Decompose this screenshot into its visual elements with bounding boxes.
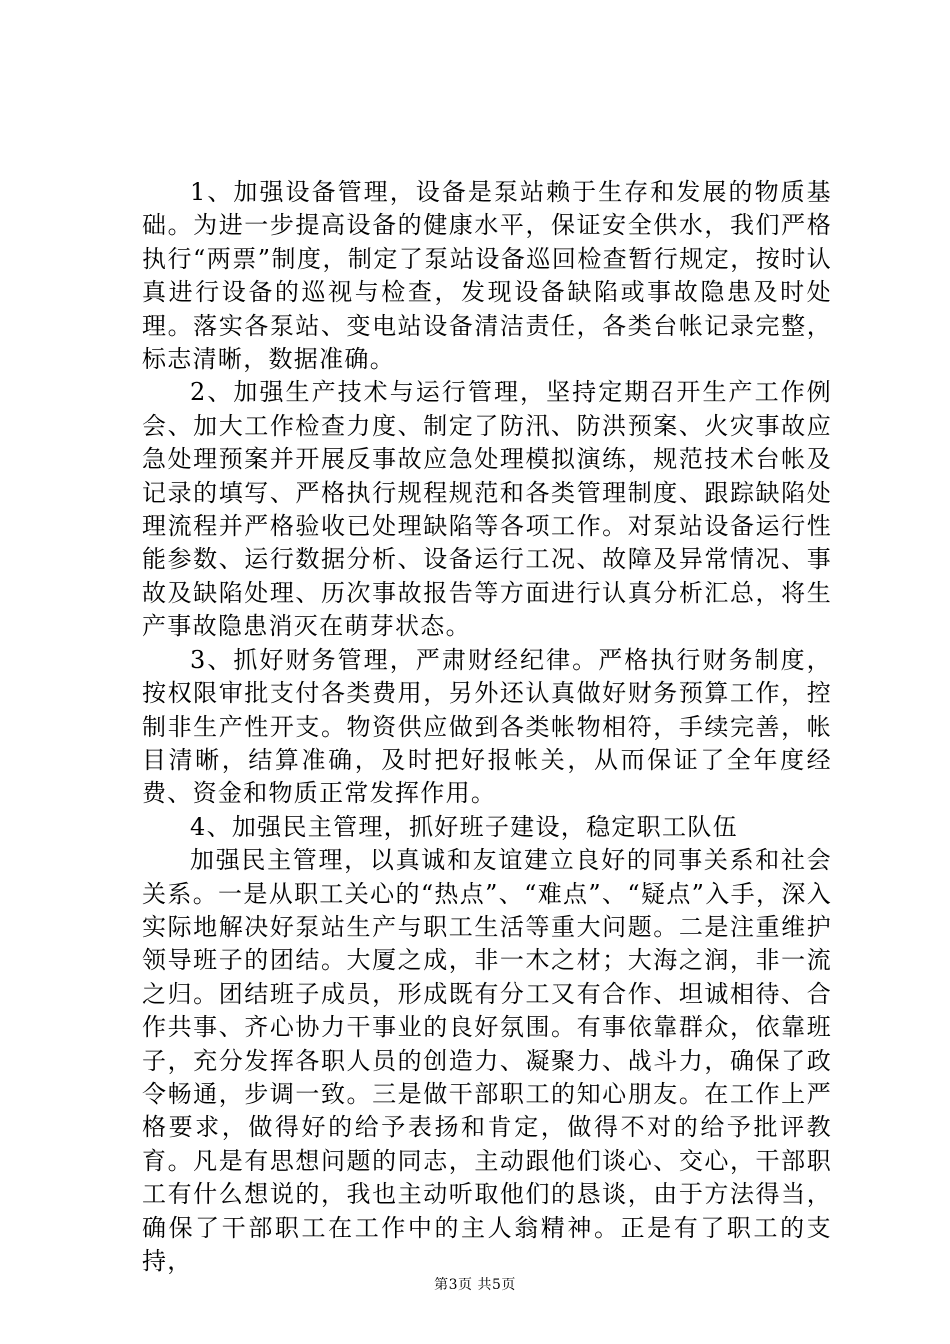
paragraph-democratic-management-heading: 4、加强民主管理，抓好班子建设，稳定职工队伍 — [190, 812, 738, 841]
page-footer: 第3页 共5页 — [434, 1277, 516, 1293]
paragraph-equipment-management: 1、加强设备管理，设备是泵站赖于生存和发展的物质基础。为进一步提高设备的健康水平，保证安全供水，我们严格执行“两票”制度，制定了泵站设备巡回检查暂行规定，按时认真进行设备的巡视与检查，发现设备缺陷或事故隐患及时处理。落实各泵站、变电站设备清洁责任，各类台帐记录完整，标志清晰，数据准确。 — [142, 178, 832, 374]
paragraph-financial-management: 3、抓好财务管理，严肃财经纪律。严格执行财务制度，按权限审批支付各类费用，另外还认真做好财务预算工作，控制非生产性开支。物资供应做到各类帐物相符，手续完善，帐目清晰，结算准确，及时把好报帐关，从而保证了全年度经费、资金和物质正常发挥作用。 — [142, 645, 832, 808]
paragraph-democratic-management-body: 加强民主管理，以真诚和友谊建立良好的同事关系和社会关系。一是从职工关心的“热点”、“难点”、“疑点”入手，深入实际地解决好泵站生产与职工生活等重大问题。二是注重维护领导班子的团结。大厦之成，非一木之材；大海之润，非一流之归。团结班子成员，形成既有分工又有合作、坦诚相待、合作共事、齐心协力干事业的良好氛围。有事依靠群众，依靠班子，充分发挥各职人员的创造力、凝聚力、战斗力，确保了政令畅通，步调一致。三是做干部职工的知心朋友。在工作上严格要求，做得好的给予表扬和肯定，做得不对的给予批评教育。凡是有思想问题的同志，主动跟他们谈心、交心，干部职工有什么想说的，我也主动听取他们的恳谈，由于方法得当，确保了干部职工在工作中的主人翁精神。正是有了职工的支持， — [142, 846, 832, 1275]
document-body — [142, 176, 832, 1278]
paragraph-production-technology: 2、加强生产技术与运行管理，坚持定期召开生产工作例会、加大工作检查力度、制定了防汛、防洪预案、火灾事故应急处理预案并开展反事故应急处理模拟演练，规范技术台帐及记录的填写、严格执行规程规范和各类管理制度、跟踪缺陷处理流程并严格验收已处理缺陷等各项工作。对泵站设备运行性能参数、运行数据分析、设备运行工况、故障及异常情况、事故及缺陷处理、历次事故报告等方面进行认真分析汇总，将生产事故隐患消灭在萌芽状态。 — [142, 378, 832, 641]
